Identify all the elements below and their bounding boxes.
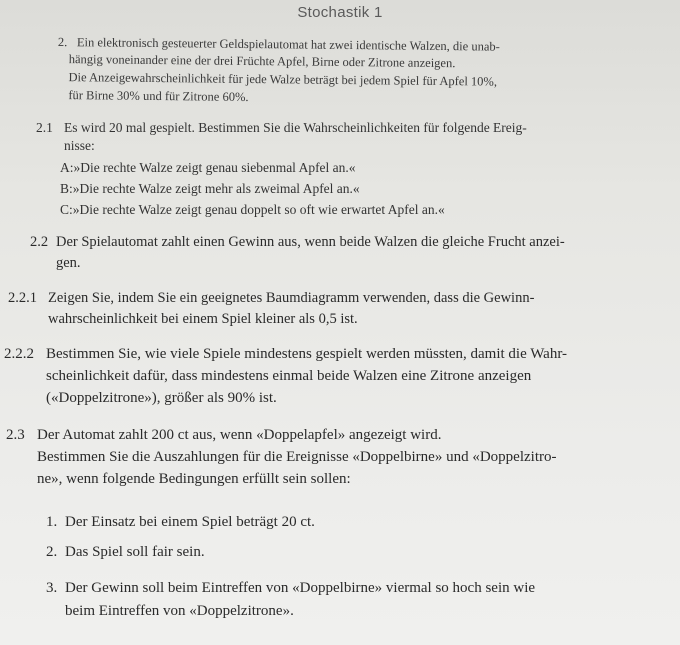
condition-2-text: Das Spiel soll fair sein. — [65, 544, 205, 560]
condition-3-number: 3. — [46, 580, 58, 596]
condition-3-text: Der Gewinn soll beim Eintreffen von «Doppelbirne» viermal so hoch sein wie — [65, 580, 536, 596]
task-2-1-event-b: B:»Die rechte Walze zeigt mehr als zweimal Apfel an.« — [60, 181, 360, 196]
task-2-2-2-line: («Doppelzitrone»), größer als 90% ist. — [46, 390, 277, 406]
problem-2-line: Ein elektronisch gesteuerter Geldspielautomat hat zwei identische Walzen, die unab- — [76, 35, 500, 54]
task-2-2-line: gen. — [56, 255, 81, 271]
task-2-3-line: Der Automat zahlt 200 ct aus, wenn «Doppelapfel» angezeigt wird. — [37, 427, 442, 443]
task-2-2-2-line: Bestimmen Sie, wie viele Spiele mindestens gespielt werden müssten, damit die Wahr- — [46, 346, 568, 362]
task-2-2-2-line: scheinlichkeit dafür, dass mindestens einmal beide Walzen eine Zitrone anzeigen — [46, 368, 532, 384]
task-2-1-event-a: A:»Die rechte Walze zeigt genau siebenmal Apfel an.« — [60, 160, 356, 175]
page-header-title: Stochastik 1 — [297, 4, 383, 21]
task-2-1-line: Es wird 20 mal gespielt. Bestimmen Sie die Wahrscheinlichkeiten für folgende Ereig- — [64, 120, 527, 135]
task-2-3-line: Bestimmen Sie die Auszahlungen für die Ereignisse «Doppelbirne» und «Doppelzitro- — [37, 449, 557, 465]
task-2-2-1-line: wahrscheinlichkeit bei einem Spiel kleiner als 0,5 ist. — [48, 311, 358, 327]
problem-2-line: hängig voneinander eine der drei Früchte Apfel, Birne oder Zitrone anzeigen. — [68, 52, 456, 71]
task-2-3-line: ne», wenn folgende Bedingungen erfüllt sein sollen: — [37, 471, 351, 487]
condition-1-text: Der Einsatz bei einem Spiel beträgt 20 ct. — [65, 514, 315, 530]
task-2-2-1-line: Zeigen Sie, indem Sie ein geeignetes Baumdiagramm verwenden, dass die Gewinn- — [48, 290, 535, 306]
problem-2-line: Die Anzeigewahrscheinlichkeit für jede Walze beträgt bei jedem Spiel für Apfel 10%, — [68, 70, 498, 89]
task-2-2-number: 2.2 — [30, 234, 49, 250]
task-2-3-number: 2.3 — [6, 427, 25, 443]
problem-2-number: 2. — [57, 35, 68, 50]
condition-2-number: 2. — [46, 544, 58, 560]
task-2-2-2-number: 2.2.2 — [4, 346, 34, 362]
task-2-1-line: nisse: — [64, 138, 95, 153]
task-2-1-number: 2.1 — [36, 120, 53, 135]
task-2-2-1-number: 2.2.1 — [8, 290, 37, 306]
task-2-2-line: Der Spielautomat zahlt einen Gewinn aus, wenn beide Walzen die gleiche Frucht anzei- — [56, 234, 565, 250]
task-2-1-event-c: C:»Die rechte Walze zeigt genau doppelt so oft wie erwartet Apfel an.« — [60, 202, 445, 217]
condition-1-number: 1. — [46, 514, 58, 530]
problem-2-line: für Birne 30% und für Zitrone 60%. — [68, 88, 249, 104]
condition-3-text: beim Eintreffen von «Doppelzitrone». — [65, 603, 294, 619]
